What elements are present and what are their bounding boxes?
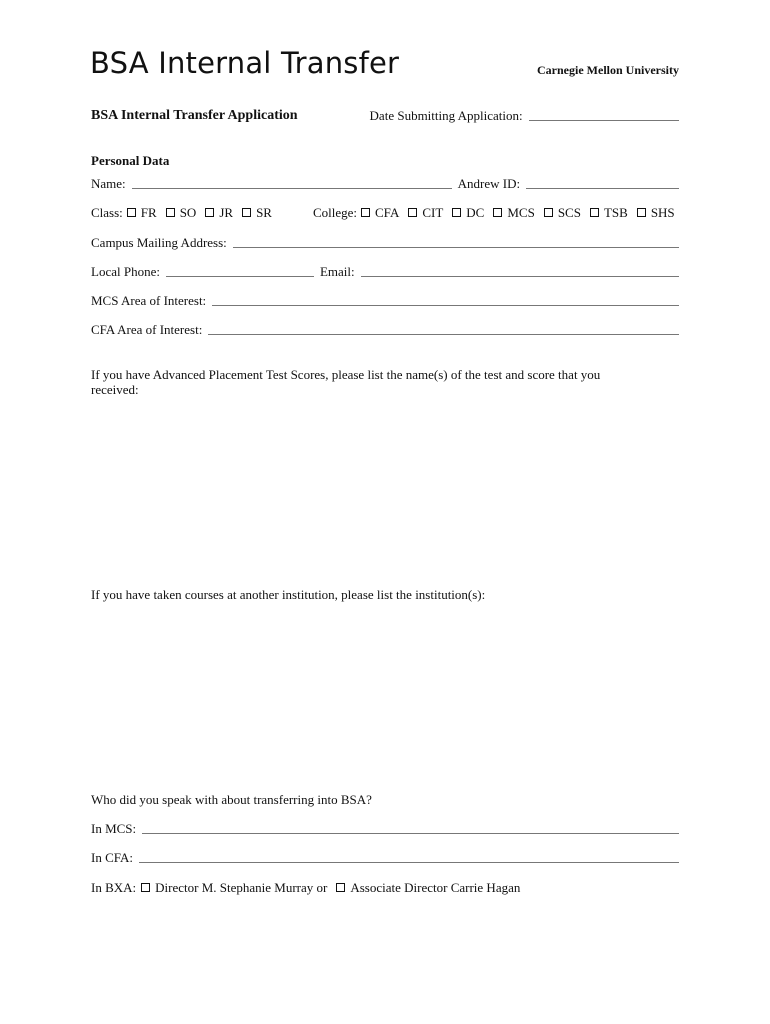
college-option-scs[interactable]: SCS (544, 205, 581, 221)
college-option-dc[interactable]: DC (452, 205, 484, 221)
bxa-option-director[interactable]: Director M. Stephanie Murray or (141, 880, 327, 896)
name-label: Name: (91, 176, 126, 191)
class-college-row (91, 205, 679, 221)
checkbox-icon[interactable] (493, 208, 502, 217)
university-name: Carnegie Mellon University (537, 63, 679, 77)
in-mcs-row (91, 821, 679, 837)
local-phone-label: Local Phone: (91, 264, 160, 279)
checkbox-icon[interactable] (166, 208, 175, 217)
college-option-mcs[interactable]: MCS (493, 205, 534, 221)
college-option-cfa[interactable]: CFA (361, 205, 399, 221)
application-header-row (91, 108, 679, 124)
page-title: BSA Internal Transfer (90, 46, 400, 80)
checkbox-icon[interactable] (452, 208, 461, 217)
class-option-so[interactable]: SO (166, 205, 197, 221)
local-phone-field[interactable] (166, 275, 314, 277)
checkbox-icon[interactable] (127, 208, 136, 217)
college-option-shs[interactable]: SHS (637, 205, 675, 221)
in-mcs-label: In MCS: (91, 821, 137, 836)
checkbox-icon[interactable] (408, 208, 417, 217)
checkbox-icon[interactable] (637, 208, 646, 217)
name-row (91, 176, 679, 192)
phone-email-row (91, 264, 679, 280)
date-field[interactable] (529, 119, 679, 121)
class-option-jr[interactable]: JR (205, 205, 233, 221)
checkbox-icon[interactable] (205, 208, 214, 217)
mailing-address-label: Campus Mailing Address: (91, 235, 227, 250)
bxa-option-associate-director[interactable]: Associate Director Carrie Hagan (336, 880, 520, 896)
in-cfa-field[interactable] (139, 861, 679, 863)
cfa-interest-field[interactable] (208, 333, 679, 335)
checkbox-icon[interactable] (242, 208, 251, 217)
andrew-id-field[interactable] (526, 187, 679, 189)
who-spoke-question: Who did you speak with about transferring into BSA? (91, 792, 372, 807)
ap-scores-answer-area[interactable] (91, 402, 679, 577)
in-bxa-row (91, 880, 679, 896)
andrew-id-label: Andrew ID: (457, 176, 521, 191)
mailing-address-row (91, 235, 679, 251)
in-bxa-label: In BXA: (91, 880, 137, 895)
college-option-cit[interactable]: CIT (408, 205, 443, 221)
in-cfa-label: In CFA: (91, 850, 134, 865)
email-label: Email: (319, 264, 355, 279)
personal-data-heading: Personal Data (91, 153, 170, 168)
in-cfa-row (91, 850, 679, 866)
in-mcs-field[interactable] (142, 832, 679, 834)
checkbox-icon[interactable] (141, 883, 150, 892)
application-title: BSA Internal Transfer Application (91, 108, 298, 123)
cfa-interest-row (91, 322, 679, 338)
checkbox-icon[interactable] (361, 208, 370, 217)
mailing-address-field[interactable] (233, 246, 679, 248)
college-option-tsb[interactable]: TSB (590, 205, 628, 221)
class-option-fr[interactable]: FR (127, 205, 157, 221)
mcs-interest-field[interactable] (212, 304, 679, 306)
checkbox-icon[interactable] (590, 208, 599, 217)
email-field[interactable] (361, 275, 679, 277)
cfa-interest-label: CFA Area of Interest: (91, 322, 203, 337)
checkbox-icon[interactable] (544, 208, 553, 217)
other-institution-answer-area[interactable] (91, 607, 679, 782)
class-option-sr[interactable]: SR (242, 205, 272, 221)
date-label: Date Submitting Application: (369, 108, 523, 123)
name-field[interactable] (132, 187, 452, 189)
ap-scores-question: If you have Advanced Placement Test Scores, please list the name(s) of the test and score that you received: (91, 367, 601, 397)
mcs-interest-row (91, 293, 679, 309)
class-label: Class: (91, 205, 123, 220)
checkbox-icon[interactable] (336, 883, 345, 892)
college-label: College: (312, 205, 358, 220)
other-institution-question: If you have taken courses at another institution, please list the institution(s): (91, 587, 486, 602)
mcs-interest-label: MCS Area of Interest: (91, 293, 207, 308)
